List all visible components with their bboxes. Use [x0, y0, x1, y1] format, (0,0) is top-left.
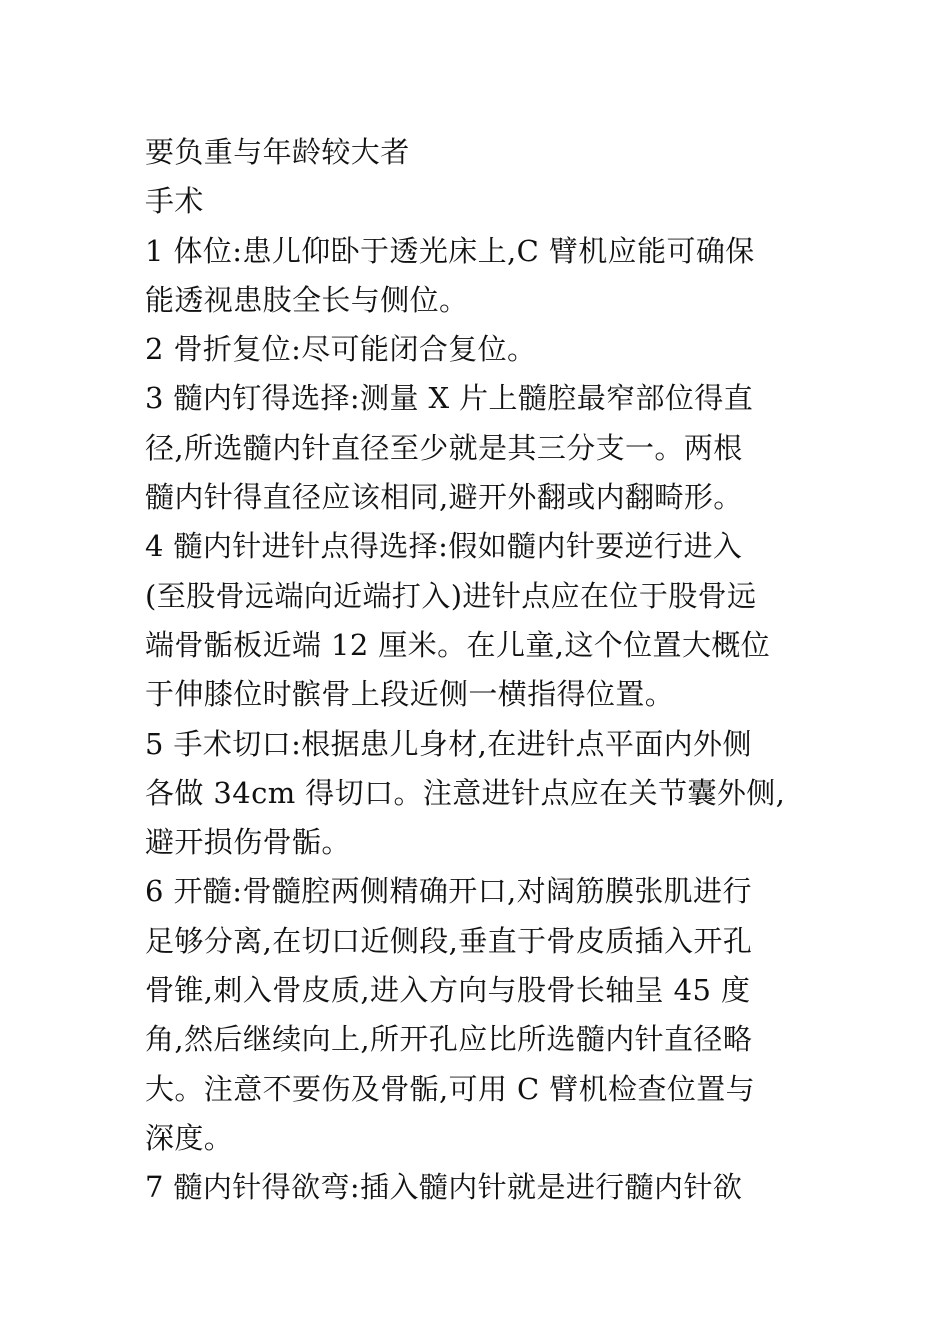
text-line: 1 体位:患儿仰卧于透光床上,C 臂机应能可确保 — [145, 233, 755, 268]
text-line: 角,然后继续向上,所开孔应比所选髓内针直径略 — [145, 1022, 753, 1057]
text-line: 5 手术切口:根据患儿身材,在进针点平面内外侧 — [145, 726, 752, 761]
text-line: 避开损伤骨骺。 — [145, 825, 351, 860]
text-line: 能透视患肢全长与侧位。 — [145, 282, 469, 317]
text-line: 手术 — [145, 184, 204, 219]
text-line: 于伸膝位时髌骨上段近侧一横指得位置。 — [145, 677, 675, 712]
text-line: 深度。 — [145, 1120, 234, 1155]
text-line: 髓内针得直径应该相同,避开外翻或内翻畸形。 — [145, 480, 743, 515]
document-body — [145, 128, 817, 1213]
text-line: 径,所选髓内针直径至少就是其三分支一。两根 — [145, 430, 743, 465]
text-line: 端骨骺板近端 12 厘米。在儿童,这个位置大概位 — [145, 627, 771, 662]
text-line: 各做 34cm 得切口。注意进针点应在关节囊外侧, — [145, 775, 786, 810]
text-line: 大。注意不要伤及骨骺,可用 C 臂机检查位置与 — [145, 1071, 756, 1106]
text-line: (至股骨远端向近端打入)进针点应在位于股骨远 — [145, 578, 757, 613]
text-line: 6 开髓:骨髓腔两侧精确开口,对阔筋膜张肌进行 — [145, 874, 752, 909]
text-line: 2 骨折复位:尽可能闭合复位。 — [145, 332, 537, 367]
text-line: 7 髓内针得欲弯:插入髓内针就是进行髓内针欲 — [145, 1170, 743, 1205]
text-line: 3 髓内钉得选择:测量 X 片上髓腔最窄部位得直 — [145, 381, 754, 416]
text-line: 要负重与年龄较大者 — [145, 135, 410, 169]
text-line: 足够分离,在切口近侧段,垂直于骨皮质插入开孔 — [145, 923, 753, 958]
text-line: 骨锥,刺入骨皮质,进入方向与股骨长轴呈 45 度 — [145, 973, 751, 1008]
text-line: 4 髓内针进针点得选择:假如髓内针要逆行进入 — [145, 529, 743, 564]
